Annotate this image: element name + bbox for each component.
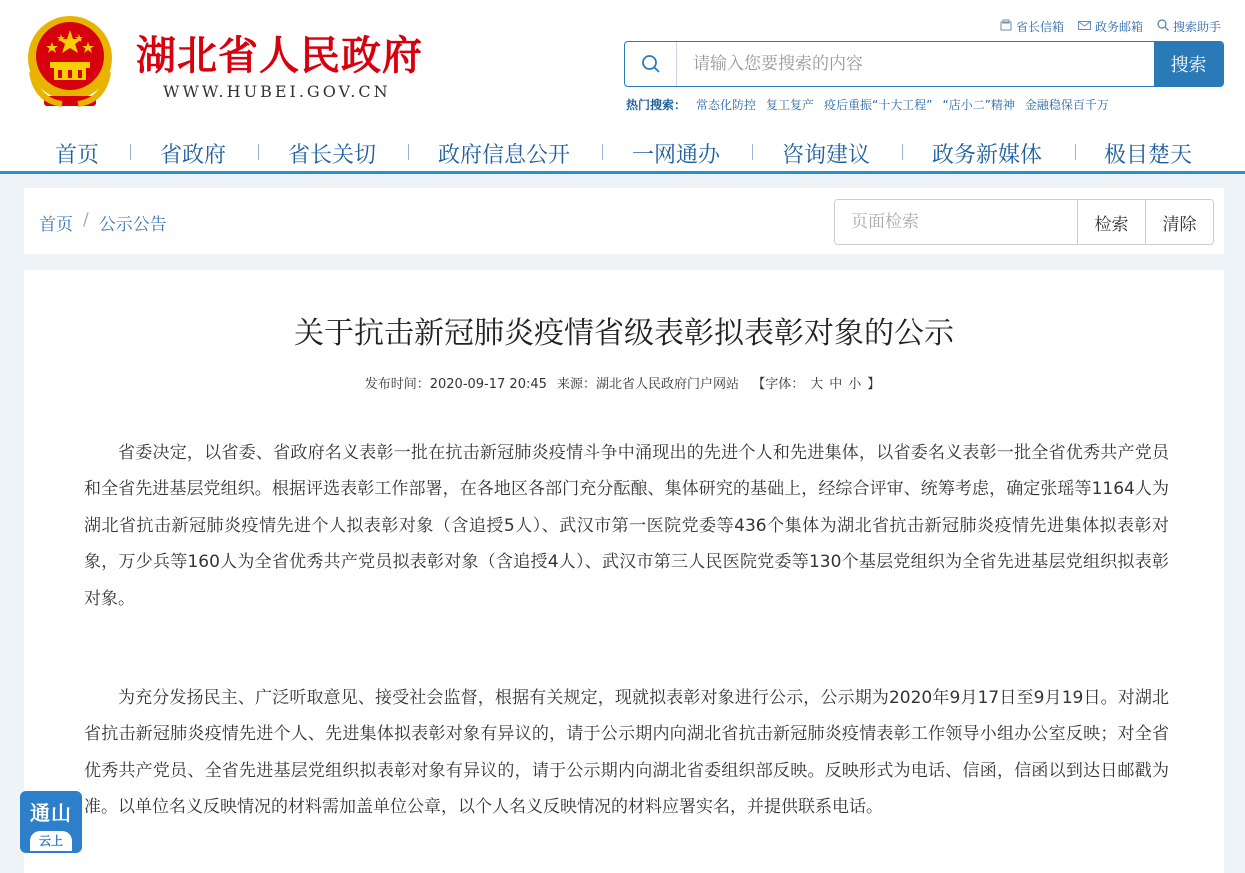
site-header <box>0 0 1245 130</box>
nav-divider <box>902 144 903 160</box>
nav-item-governor-concerns[interactable]: 省长关切 <box>288 143 377 168</box>
nav-item-one-stop-service[interactable]: 一网通办 <box>632 143 721 168</box>
font-size-small[interactable]: 小 <box>848 377 862 392</box>
nav-divider <box>408 144 409 160</box>
nav-divider <box>258 144 259 160</box>
nav-divider <box>602 144 603 160</box>
gov-email-label: 政务邮箱 <box>1094 20 1143 34</box>
breadcrumb-bar <box>24 188 1224 254</box>
hot-search-item[interactable]: 金融稳保百千万 <box>1024 98 1109 112</box>
site-url: WWW.HUBEI.GOV.CN <box>163 82 391 101</box>
article <box>24 270 1224 873</box>
font-label-close: 】 <box>867 377 881 392</box>
governor-mailbox-label: 省长信箱 <box>1015 20 1064 34</box>
article-paragraph: 省委决定，以省委、省政府名义表彰一批在抗击新冠肺炎疫情斗争中涌现出的先进个人和先进集体，以省委名义表彰一批全省优秀共产党员和全省先进基层党组织。根据评选表彰工作部署，在各地区各部门充分酝酿、集体研究的基础上，经综合评审、统筹考虑，确定张瑶等1164人为湖北省抗击新冠肺炎疫情先进个人拟表彰对象（含追授5人）、武汉市第一医院党委等436个集体为湖北省抗击新冠肺炎疫情先进集体拟表彰对象，万少兵等160人为全省优秀共产党员拟表彰对象（含追授4人）、武汉市第三人民医院党委等130个基层党组织为全省先进基层党组织拟表彰对象。 <box>84 443 1169 609</box>
nav-item-consultation[interactable]: 咨询建议 <box>782 143 871 168</box>
font-size-large[interactable]: 大 <box>810 377 824 392</box>
search-assistant-label: 搜索助手 <box>1172 20 1221 34</box>
magnifier-icon <box>1157 19 1169 34</box>
breadcrumb <box>39 210 167 235</box>
article-title: 关于抗击新冠肺炎疫情省级表彰拟表彰对象的公示 <box>294 316 954 351</box>
main-nav <box>0 130 1245 174</box>
font-size-control <box>749 377 883 392</box>
site-search-input[interactable] <box>677 42 1154 86</box>
search-icon[interactable] <box>625 42 677 86</box>
envelope-icon <box>1078 20 1091 34</box>
tongshan-cloud-badge[interactable] <box>20 791 82 853</box>
publish-time: 发布时间：2020-09-17 20:45 <box>364 377 547 392</box>
search-assistant-link[interactable] <box>1157 18 1221 35</box>
page-search-button[interactable]: 检索 <box>1077 200 1145 244</box>
hot-search-item[interactable]: 疫后重振“十大工程” <box>824 98 933 112</box>
nav-item-info-disclosure[interactable]: 政府信息公开 <box>438 143 571 168</box>
badge-sub-text: 云上 <box>30 831 72 851</box>
font-size-medium[interactable]: 中 <box>829 377 843 392</box>
site-title[interactable]: 湖北省人民政府 <box>136 33 423 79</box>
breadcrumb-separator: / <box>83 210 89 230</box>
site-search-button[interactable]: 搜索 <box>1154 42 1223 86</box>
nav-item-jimu-chutian[interactable]: 极目楚天 <box>1104 143 1193 168</box>
hot-search-item[interactable]: 常态化防控 <box>696 98 757 112</box>
article-paragraph: 为充分发扬民主、广泛听取意见、接受社会监督，根据有关规定，现就拟表彰对象进行公示，公示期为2020年9月17日至9月19日。对湖北省抗击新冠肺炎疫情先进个人、先进集体拟表彰对象有异议的，请于公示期内向湖北省抗击新冠肺炎疫情表彰工作领导小组办公室反映；对全省优秀共产党员、全省先进基层党组织拟表彰对象有异议的，请于公示期内向湖北省委组织部反映。反映形式为电话、信函，信函以到达日邮戳为准。以单位名义反映情况的材料需加盖单位公章，以个人名义反映情况的材料应署实名，并提供联系电话。 <box>84 688 1169 818</box>
national-emblem-icon[interactable] <box>22 12 118 110</box>
nav-item-new-media[interactable]: 政务新媒体 <box>932 143 1043 168</box>
hot-search-label: 热门搜索： <box>626 98 687 112</box>
breadcrumb-home[interactable]: 首页 <box>39 215 73 235</box>
nav-divider <box>1075 144 1076 160</box>
nav-divider <box>130 144 131 160</box>
page-clear-button[interactable]: 清除 <box>1145 200 1213 244</box>
badge-main-text: 通山 <box>30 801 72 825</box>
site-search-box <box>624 41 1224 87</box>
page-search-input[interactable] <box>835 200 1077 244</box>
breadcrumb-notices[interactable]: 公示公告 <box>98 215 167 235</box>
page-search <box>834 199 1214 245</box>
font-label-open: 【字体： <box>752 377 805 392</box>
mailbox-icon <box>1000 19 1012 34</box>
nav-item-provincial-government[interactable]: 省政府 <box>160 143 227 168</box>
gov-email-link[interactable] <box>1078 18 1143 35</box>
article-meta <box>24 373 1224 392</box>
nav-item-home[interactable]: 首页 <box>55 143 100 168</box>
hot-search-item[interactable]: 复工复产 <box>766 98 815 112</box>
governor-mailbox-link[interactable] <box>1000 18 1064 35</box>
nav-divider <box>752 144 753 160</box>
hot-searches <box>626 96 1109 113</box>
article-source: 来源：湖北省人民政府门户网站 <box>557 377 740 392</box>
hot-search-item[interactable]: “店小二”精神 <box>942 98 1015 112</box>
top-links <box>1000 18 1221 35</box>
